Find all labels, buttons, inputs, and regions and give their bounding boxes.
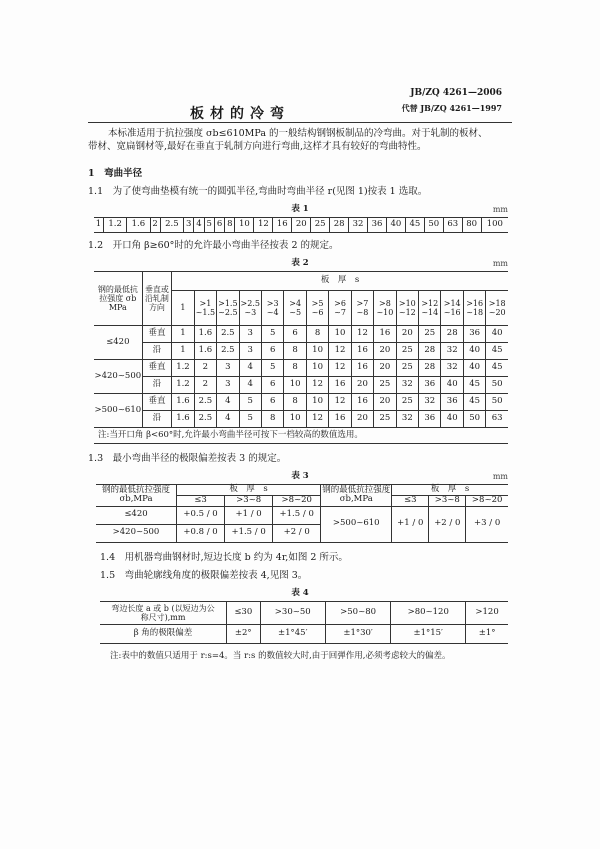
table-cell: 5 [204,218,214,233]
table-row [94,218,508,233]
table-cell: 50 [486,377,508,394]
table-cell: 12 [306,377,328,394]
table-cell: 8 [284,343,306,360]
table-cell: +1.5 / 0 [225,524,273,542]
clause-1-5: 1.5 弯曲轮廓线角度的极限偏差按表 4,见图 3。 [100,569,308,581]
table-cell: 10 [235,218,254,233]
header-thickness-range: >12 ~14 [419,291,441,326]
table3-unit: mm [492,472,508,481]
table2-unit: mm [492,259,508,268]
table-cell: 36 [419,411,441,428]
table-cell: 12 [351,326,373,343]
header-thickness-range: >8 ~10 [374,291,396,326]
table-row [94,428,508,444]
table-cell: 80 [462,218,481,233]
header-thickness-range: >1 ~1.5 [194,291,216,326]
table4-caption: 表 4 [291,587,309,598]
table-cell: +3 / 0 [466,506,508,542]
strength-cell: >420~500 [94,360,142,394]
table-cell: >50~80 [325,601,390,624]
header-thickness-range: >4 ~5 [284,291,306,326]
direction-cell: 垂直 [142,360,172,377]
strength-cell: >500~610 [94,394,142,428]
table-cell: 50 [486,394,508,411]
table-cell: 25 [311,218,330,233]
table1-caption: 表 1 [291,204,309,214]
direction-cell: 沿 [142,411,172,428]
table-cell: 36 [463,326,485,343]
table-row [100,624,508,643]
table-cell: 1.6 [127,218,150,233]
table-cell: +2 / 0 [273,524,321,542]
table-cell: 45 [486,360,508,377]
table-cell: 20 [292,218,311,233]
table-cell: 3 [239,326,261,343]
table-cell: 12 [306,411,328,428]
table-cell: 25 [396,394,418,411]
table-cell: 8 [261,411,283,428]
intro-line-1: 本标准适用于抗拉强度 σb≤610MPa 的一般结构钢钢板制品的冷弯曲。对于轧制的板材、 [108,128,488,139]
table-cell: 2.5 [160,218,183,233]
table-row [96,506,508,524]
header-thickness-range: >7 ~8 [351,291,373,326]
header-thickness: 板 厚 s [172,272,508,291]
header-thickness-range: >3 ~4 [261,291,283,326]
clause-1-3: 1.3 最小弯曲半径的极限偏差按表 3 的规定。 [88,453,287,464]
table-row [94,360,508,377]
header-thickness-range: 1 [172,291,194,326]
table-cell: 10 [284,411,306,428]
table2-note: 注:当开口角 β<60°时,允许最小弯曲半径可按下一档较高的数值选用。 [94,428,508,444]
table-cell: 4 [217,411,239,428]
table-cell: 12 [329,343,351,360]
table-cell: 40 [463,360,485,377]
table-cell: 8 [284,394,306,411]
table2-caption: 表 2 [291,258,309,268]
header-thickness-range: >5 ~6 [306,291,328,326]
table-cell: 63 [443,218,462,233]
header-strength-right: 钢的最低抗拉强度 σb,MPa [322,484,391,505]
table-cell: 5 [239,411,261,428]
table-cell: 40 [441,411,463,428]
table-cell: 50 [463,411,485,428]
table-cell: ±1°45′ [260,624,325,643]
table-cell: ±2° [227,624,261,643]
table-cell: 16 [374,326,396,343]
table-cell: 20 [396,326,418,343]
header-thickness-range: ≤3 [392,495,429,506]
header-angle: β 角的极限偏差 [100,624,227,643]
table-cell: 32 [396,377,418,394]
table-cell: 4 [239,377,261,394]
header-thickness-range: >14 ~16 [441,291,463,326]
table-cell: +2 / 0 [429,506,466,542]
header-strength: 钢的最低抗拉强度 σb,MPa [96,485,177,507]
table-cell: 12 [329,394,351,411]
table-cell: 20 [374,360,396,377]
clause-1-2: 1.2 开口角 β≥60°时的允许最小弯曲半径按表 2 的规定。 [88,240,339,251]
table-cell: 28 [419,343,441,360]
table-cell: 1.6 [194,343,216,360]
table-2 [94,271,508,444]
header-thickness-range: >8~20 [273,495,321,506]
document-body [88,127,512,668]
header-thickness-range: >3~8 [225,495,273,506]
table-cell: 40 [441,377,463,394]
table-cell: 36 [441,394,463,411]
strength-cell: >420~500 [96,524,177,542]
table-cell: 5 [261,326,283,343]
table-cell: 25 [396,360,418,377]
table-cell: 45 [405,218,424,233]
table-cell: 28 [441,326,463,343]
table-cell: 8 [306,326,328,343]
table-cell: 20 [374,343,396,360]
table-cell: 20 [351,411,373,428]
table-row [94,343,508,360]
table-cell: 1 [172,326,194,343]
table-cell: 16 [329,411,351,428]
table-cell: 12 [329,360,351,377]
table-cell: 45 [463,394,485,411]
strength-cell: ≤420 [96,506,177,524]
table-row [94,326,508,343]
table-row [94,272,508,291]
table3-caption: 表 3 [291,471,309,481]
table-cell: >120 [466,601,508,624]
table-cell: 50 [424,218,443,233]
header-thickness-range: >3~8 [429,495,466,506]
table-cell: 32 [349,218,368,233]
table4-note: 注:表中的数值只适用于 r:s=4。当 r:s 的数值较大时,由于回弹作用,必须考虑较大的偏差。 [110,650,451,661]
table-cell: 63 [486,411,508,428]
clause-1-1: 1.1 为了使弯曲垫模有统一的圆弧半径,弯曲时弯曲半径 r(见图 1)按表 1 选取。 [88,186,428,197]
table-cell: 28 [330,218,349,233]
clause-1-4: 1.4 用机器弯曲钢材时,短边长度 b 约为 4r,如图 2 所示。 [100,551,348,563]
table-cell: 32 [419,394,441,411]
table-cell: 3 [239,343,261,360]
table-cell: 1 [172,343,194,360]
table-cell: ≤30 [227,601,261,624]
table-cell: 1.6 [194,326,216,343]
page-title: 板材的冷弯 [190,106,290,122]
table-cell: 32 [441,343,463,360]
table-cell: 20 [374,394,396,411]
table-cell: 40 [386,218,405,233]
table-cell: 2.5 [217,343,239,360]
standard-code: JB/ZQ 4261—2006 [410,88,502,98]
table-4 [100,601,508,644]
table-cell: 1.2 [172,377,194,394]
table-cell: 20 [351,377,373,394]
header-thickness-range: >8~20 [466,495,508,506]
table-cell: 8 [225,218,235,233]
table-cell: 6 [261,394,283,411]
header-length: 弯边长度 a 或 b (以短边为公称尺寸),mm [100,601,227,624]
table-cell: 5 [239,394,261,411]
header-thickness: 板 厚 s [177,485,321,496]
header-thickness-right: 板 厚 s [392,485,508,496]
table-cell: 36 [419,377,441,394]
table-cell: 4 [239,360,261,377]
direction-cell: 垂直 [142,326,172,343]
table-cell: 2.5 [194,411,216,428]
table-cell: 25 [396,343,418,360]
intro-line-2: 带材、宽扁钢材等,最好在垂直于轧制方向进行弯曲,这样才具有较好的弯曲特性。 [88,141,427,152]
table-row [96,485,508,496]
table-row [94,411,508,428]
table-cell: 40 [463,343,485,360]
table-cell: +1.5 / 0 [273,506,321,524]
header-rule [88,122,512,123]
table-cell: +1 / 0 [225,506,273,524]
table-cell: 16 [329,377,351,394]
table-cell: ±1°15′ [391,624,466,643]
header-thickness-range: ≤3 [177,495,225,506]
table-cell: 25 [419,326,441,343]
table-cell: 1.2 [172,360,194,377]
table1-unit: mm [492,205,508,214]
table-cell: 10 [306,360,328,377]
table-cell: 1 [94,218,103,233]
table-cell: 40 [486,326,508,343]
header-direction: 垂直或沿轧制方向 [142,272,172,326]
table-cell: +0.5 / 0 [177,506,225,524]
header-thickness-range: >18 ~20 [486,291,508,326]
table-cell: 12 [254,218,273,233]
section-heading: 1 弯曲半径 [88,168,143,179]
table-cell: 2.5 [194,394,216,411]
table-cell: 4 [217,394,239,411]
table-cell: 1.2 [103,218,126,233]
table-cell: 16 [273,218,292,233]
direction-cell: 垂直 [142,394,172,411]
table-cell: 10 [329,326,351,343]
table-cell: 45 [463,377,485,394]
table-cell: 45 [486,343,508,360]
table-cell: 2 [194,377,216,394]
header-strength: 钢的最低抗拉强度 σb MPa [94,272,142,326]
strength-cell: ≤420 [94,326,142,360]
table-cell: ±1° [466,624,508,643]
table-cell: 2 [150,218,160,233]
table-cell: 16 [351,360,373,377]
table-cell: 3 [217,360,239,377]
table-cell: 25 [374,377,396,394]
table-cell: 10 [306,343,328,360]
table-cell: 10 [284,377,306,394]
table-cell: +0.8 / 0 [177,524,225,542]
table-row [94,394,508,411]
table-cell: 32 [396,411,418,428]
table-cell: 1.6 [172,411,194,428]
table-cell: 4 [194,218,204,233]
table-row [94,377,508,394]
table-cell: 2.5 [217,326,239,343]
header-thickness-range: >16 ~18 [463,291,485,326]
table-cell: 1.6 [172,394,194,411]
table-cell: >30~50 [260,601,325,624]
table-cell: >80~120 [391,601,466,624]
table-cell: 25 [374,411,396,428]
header-thickness-range: >1.5 ~2.5 [217,291,239,326]
table-cell: +1 / 0 [392,506,429,542]
header-thickness-range: >10 ~12 [396,291,418,326]
table-cell: 28 [419,360,441,377]
table-cell: 3 [184,218,194,233]
table-cell: 6 [261,377,283,394]
table-cell: 5 [261,360,283,377]
table-cell: 2 [194,360,216,377]
direction-cell: 沿 [142,377,172,394]
table-cell: 6 [214,218,224,233]
table-cell: ±1°30′ [325,624,390,643]
table-cell: 32 [441,360,463,377]
table-cell: 8 [284,360,306,377]
replaces-code: 代替 JB/ZQ 4261—1997 [401,103,502,113]
table-cell: 3 [217,377,239,394]
header-thickness-range: >6 ~7 [329,291,351,326]
header-thickness-range: >2.5 ~3 [239,291,261,326]
table-cell: 36 [368,218,387,233]
table-1 [94,217,508,233]
table-row [100,601,508,624]
table-3 [96,484,508,543]
table-cell: 100 [481,218,508,233]
table-cell: 6 [284,326,306,343]
strength-cell: >500~610 [321,506,392,542]
table-cell: 10 [306,394,328,411]
table-cell: 16 [351,394,373,411]
direction-cell: 沿 [142,343,172,360]
table-cell: 6 [261,343,283,360]
table-cell: 16 [351,343,373,360]
